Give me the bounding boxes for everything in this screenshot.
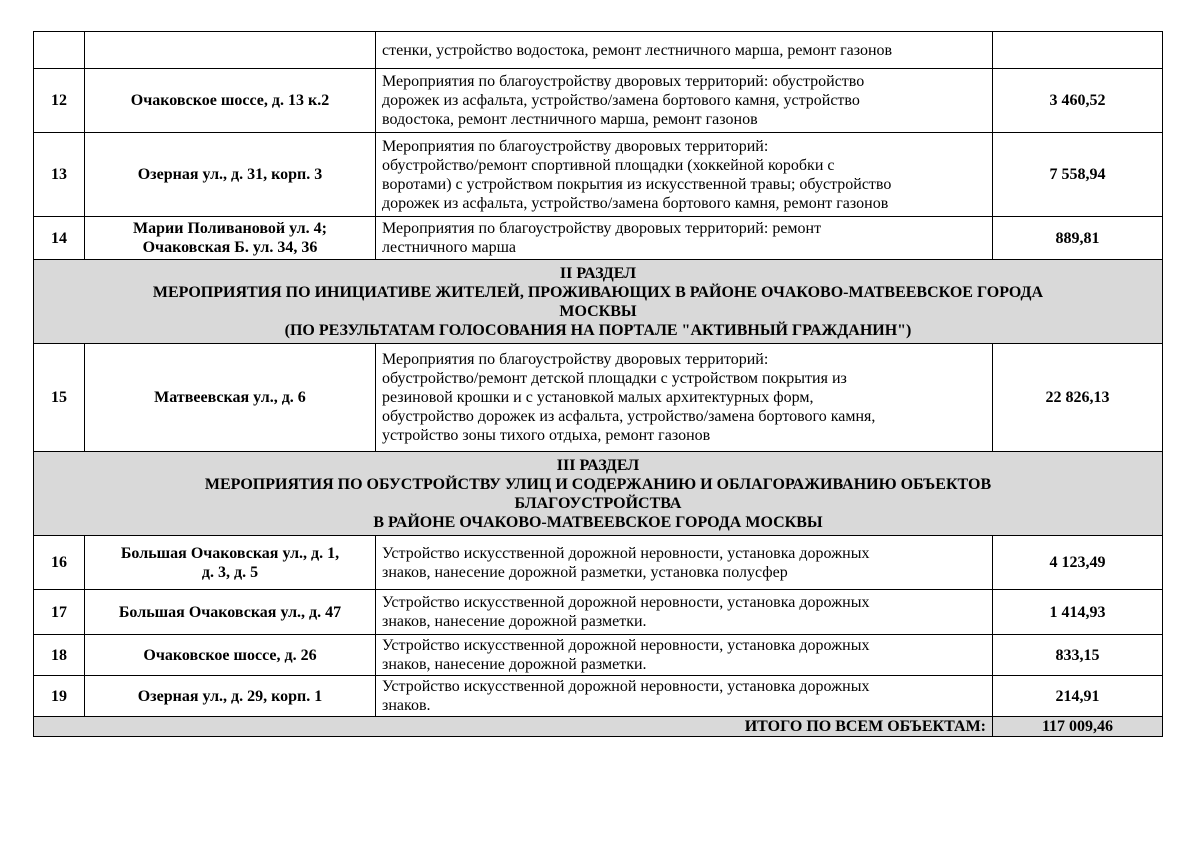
row-cost bbox=[993, 32, 1163, 69]
row-description: Мероприятия по благоустройству дворовых территорий: ремонт лестничного марша bbox=[376, 217, 993, 260]
row-cost: 3 460,52 bbox=[993, 69, 1163, 133]
row-number: 14 bbox=[34, 217, 85, 260]
row-description: Устройство искусственной дорожной неровности, установка дорожных знаков, нанесение дорожной разметки. bbox=[376, 635, 993, 676]
section-header-row bbox=[34, 260, 1163, 344]
row-cost: 1 414,93 bbox=[993, 590, 1163, 635]
row-number: 13 bbox=[34, 133, 85, 217]
row-address bbox=[85, 32, 376, 69]
section-header-row bbox=[34, 452, 1163, 536]
table-row bbox=[34, 217, 1163, 260]
table-row bbox=[34, 536, 1163, 590]
row-description: Мероприятия по благоустройству дворовых территорий: обустройство дорожек из асфальта, устройство/замена бортового камня, устройство водостока, ремонт лестничного марша, ремонт газонов bbox=[376, 69, 993, 133]
row-description: стенки, устройство водостока, ремонт лестничного марша, ремонт газонов bbox=[376, 32, 993, 69]
row-cost: 889,81 bbox=[993, 217, 1163, 260]
row-address: Озерная ул., д. 31, корп. 3 bbox=[85, 133, 376, 217]
table-row bbox=[34, 635, 1163, 676]
row-address: Марии Поливановой ул. 4; Очаковская Б. ул. 34, 36 bbox=[85, 217, 376, 260]
table-row bbox=[34, 676, 1163, 717]
table-row bbox=[34, 32, 1163, 69]
row-cost: 22 826,13 bbox=[993, 344, 1163, 452]
row-description: Мероприятия по благоустройству дворовых территорий: обустройство/ремонт спортивной площадки (хоккейной коробки с воротами) с устройством покрытия из искусственной травы; обустройство дорожек из асфальта, устройство/замена бортового камня, ремонт газонов bbox=[376, 133, 993, 217]
works-table bbox=[33, 31, 1163, 737]
row-address: Очаковское шоссе, д. 26 bbox=[85, 635, 376, 676]
table-row bbox=[34, 344, 1163, 452]
total-label: ИТОГО ПО ВСЕМ ОБЪЕКТАМ: bbox=[34, 717, 993, 737]
row-number: 12 bbox=[34, 69, 85, 133]
table-row bbox=[34, 590, 1163, 635]
table-row bbox=[34, 69, 1163, 133]
row-number: 18 bbox=[34, 635, 85, 676]
row-cost: 214,91 bbox=[993, 676, 1163, 717]
row-cost: 7 558,94 bbox=[993, 133, 1163, 217]
row-number: 16 bbox=[34, 536, 85, 590]
row-description: Мероприятия по благоустройству дворовых территорий: обустройство/ремонт детской площадки с устройством покрытия из резиновой крошки и с установкой малых архитектурных форм, обустройство дорожек из асфальта, устройство/замена бортового камня, устройство зоны тихого отдыха, ремонт газонов bbox=[376, 344, 993, 452]
row-address: Очаковское шоссе, д. 13 к.2 bbox=[85, 69, 376, 133]
row-address: Озерная ул., д. 29, корп. 1 bbox=[85, 676, 376, 717]
row-number: 15 bbox=[34, 344, 85, 452]
section-2-title: II РАЗДЕЛ МЕРОПРИЯТИЯ ПО ИНИЦИАТИВЕ ЖИТЕЛЕЙ, ПРОЖИВАЮЩИХ В РАЙОНЕ ОЧАКОВО-МАТВЕЕВСКОЕ ГОРОДА МОСКВЫ (ПО РЕЗУЛЬТАТАМ ГОЛОСОВАНИЯ НА ПОРТАЛЕ "АКТИВНЫЙ ГРАЖДАНИН") bbox=[34, 260, 1163, 344]
row-description: Устройство искусственной дорожной неровности, установка дорожных знаков. bbox=[376, 676, 993, 717]
row-number bbox=[34, 32, 85, 69]
table-row bbox=[34, 133, 1163, 217]
row-number: 17 bbox=[34, 590, 85, 635]
row-cost: 833,15 bbox=[993, 635, 1163, 676]
row-address: Матвеевская ул., д. 6 bbox=[85, 344, 376, 452]
row-address: Большая Очаковская ул., д. 47 bbox=[85, 590, 376, 635]
row-description: Устройство искусственной дорожной неровности, установка дорожных знаков, нанесение дорожной разметки. bbox=[376, 590, 993, 635]
section-3-title: III РАЗДЕЛ МЕРОПРИЯТИЯ ПО ОБУСТРОЙСТВУ УЛИЦ И СОДЕРЖАНИЮ И ОБЛАГОРАЖИВАНИЮ ОБЪЕКТОВ БЛАГОУСТРОЙСТВА В РАЙОНЕ ОЧАКОВО-МАТВЕЕВСКОЕ ГОРОДА МОСКВЫ bbox=[34, 452, 1163, 536]
total-row bbox=[34, 717, 1163, 737]
row-description: Устройство искусственной дорожной неровности, установка дорожных знаков, нанесение дорожной разметки, установка полусфер bbox=[376, 536, 993, 590]
row-address: Большая Очаковская ул., д. 1, д. 3, д. 5 bbox=[85, 536, 376, 590]
row-number: 19 bbox=[34, 676, 85, 717]
row-cost: 4 123,49 bbox=[993, 536, 1163, 590]
total-value: 117 009,46 bbox=[993, 717, 1163, 737]
